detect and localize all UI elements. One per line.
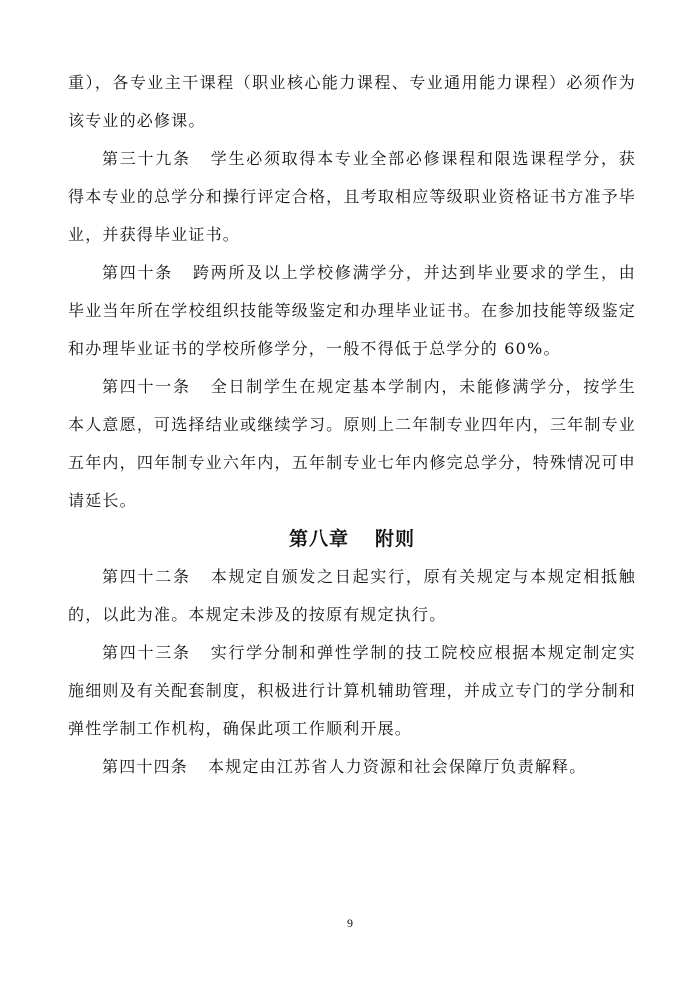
article-39 bbox=[68, 140, 636, 254]
article-number: 第三十九条 bbox=[102, 149, 191, 168]
continued-paragraph bbox=[68, 64, 636, 140]
article-number: 第四十四条 bbox=[102, 757, 189, 776]
page-number: 9 bbox=[347, 916, 353, 930]
chapter-heading bbox=[68, 520, 636, 558]
article-40 bbox=[68, 254, 636, 368]
paragraph-text: 重），各专业主干课程（职业核心能力课程、专业通用能力课程）必须作为该专业的必修课。 bbox=[68, 73, 636, 130]
article-text: 本规定由江苏省人力资源和社会保障厅负责解释。 bbox=[208, 757, 587, 776]
article-text: 本规定自颁发之日起实行，原有关规定与本规定相抵触的，以此为准。本规定未涉及的按原有规定执行。 bbox=[68, 567, 636, 624]
article-43 bbox=[68, 634, 636, 748]
article-text: 实行学分制和弹性学制的技工院校应根据本规定制定实施细则及有关配套制度，积极进行计算机辅助管理，并成立专门的学分制和弹性学制工作机构，确保此项工作顺利开展。 bbox=[68, 643, 636, 738]
article-44 bbox=[68, 748, 636, 786]
article-number: 第四十三条 bbox=[102, 643, 191, 662]
document-body bbox=[68, 64, 636, 786]
chapter-title: 附则 bbox=[375, 528, 416, 550]
article-text: 全日制学生在规定基本学制内，未能修满学分，按学生本人意愿，可选择结业或继续学习。原则上二年制专业四年内，三年制专业五年内，四年制专业六年内，五年制专业七年内修完总学分，特殊情况可申请延长。 bbox=[68, 377, 636, 510]
article-41 bbox=[68, 368, 636, 520]
chapter-number: 第八章 bbox=[288, 528, 349, 550]
article-text: 跨两所及以上学校修满学分，并达到毕业要求的学生，由毕业当年所在学校组织技能等级鉴定和办理毕业证书。在参加技能等级鉴定和办理毕业证书的学校所修学分，一般不得低于总学分的 60%。 bbox=[68, 263, 636, 358]
article-text: 学生必须取得本专业全部必修课程和限选课程学分，获得本专业的总学分和操行评定合格，且考取相应等级职业资格证书方准予毕业，并获得毕业证书。 bbox=[68, 149, 636, 244]
article-number: 第四十条 bbox=[102, 263, 173, 282]
article-number: 第四十二条 bbox=[102, 567, 191, 586]
article-number: 第四十一条 bbox=[102, 377, 191, 396]
article-42 bbox=[68, 558, 636, 634]
